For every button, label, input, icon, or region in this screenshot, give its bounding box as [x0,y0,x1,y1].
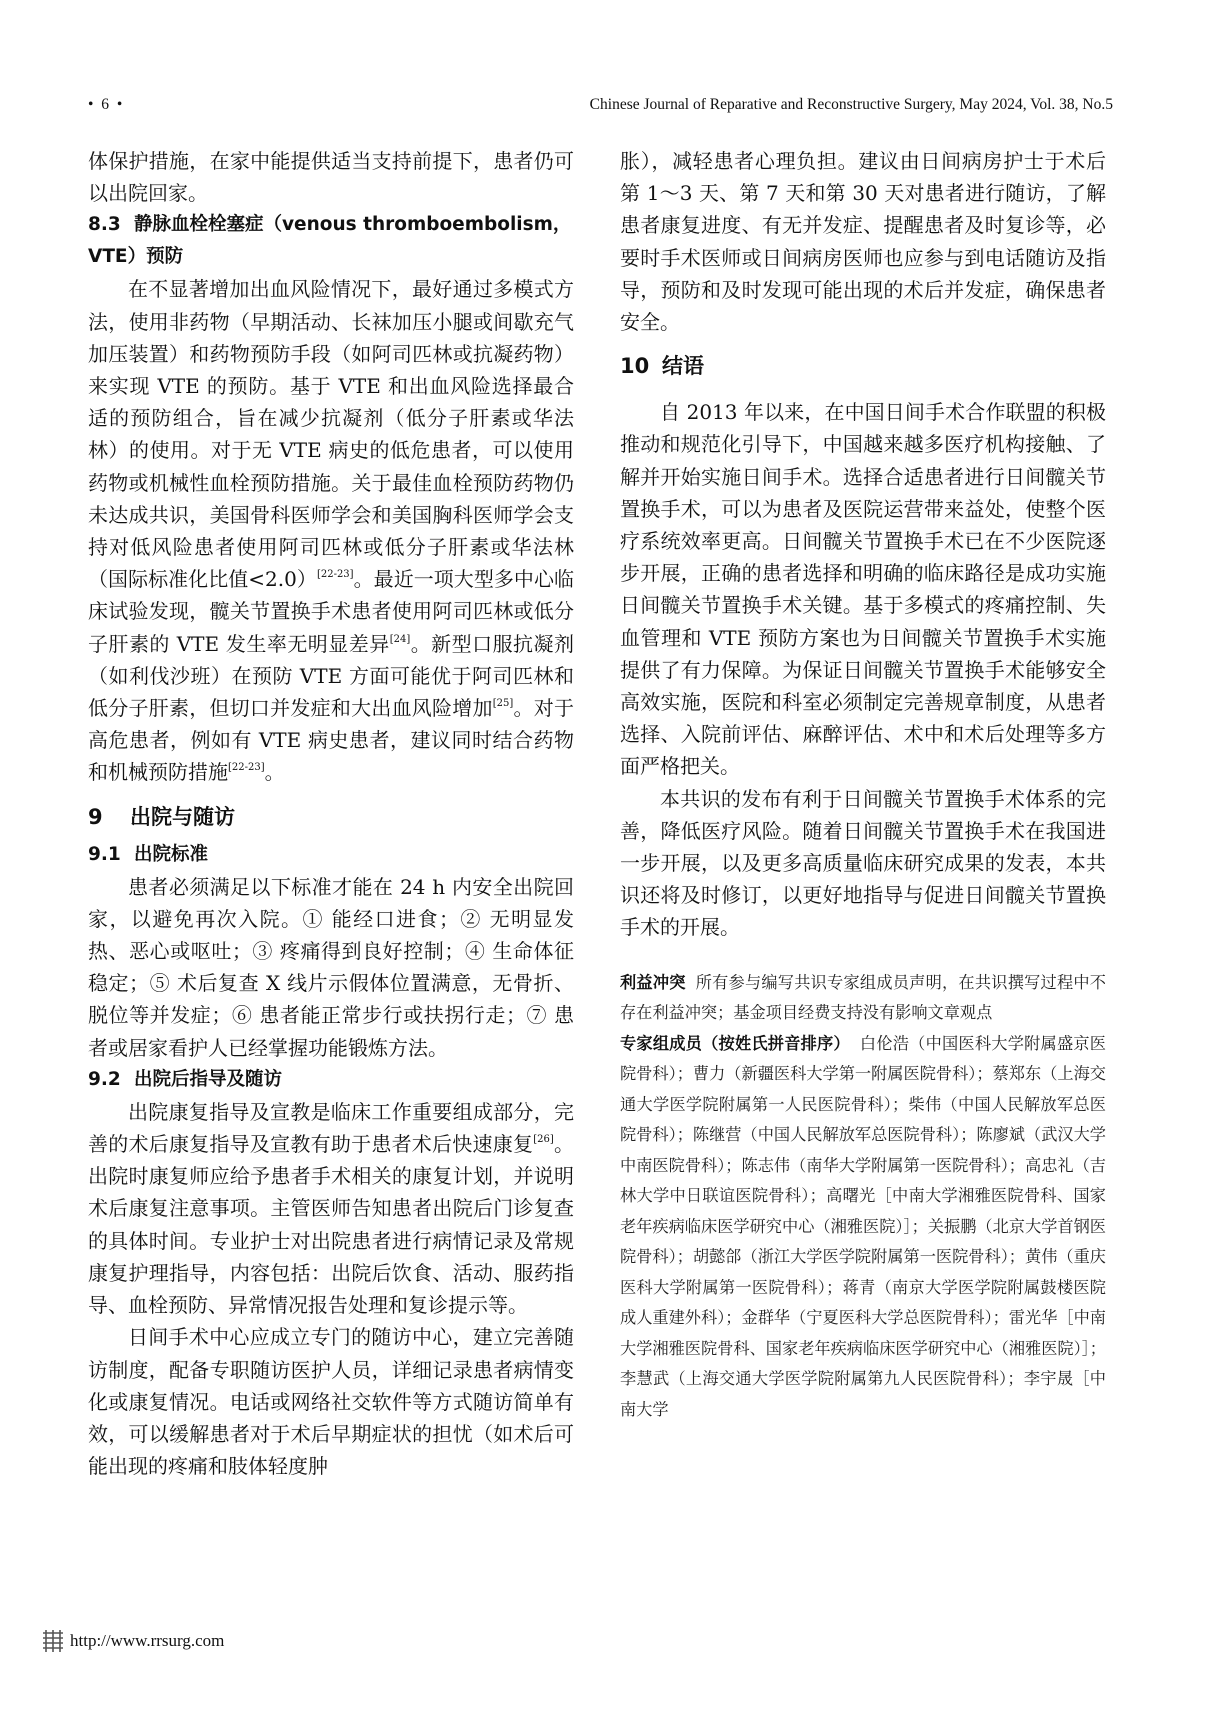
section-8-3-paragraph [88,273,574,788]
section-9-1-paragraph: 患者必须满足以下标准才能在 24 h 内安全出院回家，以避免再次入院。① 能经口进食；② 无明显发热、恶心或呕吐；③ 疼痛得到良好控制；④ 生命体征稳定；⑤ 术后复查 X 线片示假体位置满意，无骨折、脱位等并发症；⑥ 患者能正常步行或扶拐行走；⑦ 患者或居家看护人已经掌握功能锻炼方法。 [88,874,574,1060]
page-number: • 6 • [88,96,125,113]
section-9-2-paragraph-1 [88,1096,574,1321]
experts-label: 专家组成员（按姓氏拼音排序） [620,1033,850,1053]
section-number: 9 [88,804,103,829]
section-9-2-paragraph-2: 日间手术中心应成立专门的随访中心，建立完善随访制度，配备专职随访医护人员，详细记录患者病情变化或康复情况。电话或网络社交软件等方式随访简单有效，可以缓解患者对于术后早期症状的担忧（如术后可能出现的疼痛和肢体轻度肿 [88,1325,574,1479]
citation: [24] [389,633,411,645]
section-title: 出院与随访 [130,804,235,829]
journal-logo-icon [40,1628,66,1654]
citation: [22-23] [316,569,354,581]
expert-group [620,1029,1106,1426]
text-run: 。对于高危患者，例如有 VTE 病史患者，建议同时结合药物和机械预防措施 [88,696,575,785]
continued-paragraph: 胀），减轻患者心理负担。建议由日间病房护士于术后第 1～3 天、第 7 天和第 30 天对患者进行随访，了解患者康复进度、有无并发症、提醒患者及时复诊等，必要时手术医师或日间病房医师也应参与到电话随访及指导，预防和及时发现可能出现的术后并发症，确保患者安全。 [620,149,1106,335]
section-9-1-heading [88,839,574,871]
section-number: 9.2 [88,1068,121,1090]
text-run: 。出院时康复师应给予患者手术相关的康复计划，并说明术后康复注意事项。主管医师告知患者出院后门诊复查的具体时间。专业护士对出院患者进行病情记录及常规康复护理指导，内容包括：出院后饮食、活动、服药指导、血栓预防、异常情况报告处理和复诊提示等。 [88,1132,575,1318]
citation: [26] [533,1134,554,1146]
journal-citation: Chinese Journal of Reparative and Reconstructive Surgery, May 2024, Vol. 38, No.5 [589,96,1113,113]
intro-paragraph: 体保护措施，在家中能提供适当支持前提下，患者仍可以出院回家。 [88,149,574,206]
left-column [88,145,574,1482]
text-run: 。 [264,760,285,785]
section-title: 静脉血栓栓塞症（venous thromboembolism，VTE）预防 [88,214,572,268]
page-footer [40,1628,224,1654]
citation: [22-23] [228,762,265,774]
coi-label: 利益冲突 [620,972,686,992]
website-url[interactable]: http://www.rrsurg.com [70,1631,225,1650]
conflict-of-interest [620,968,1106,1029]
section-number: 8.3 [88,214,121,236]
section-10-paragraph-2: 本共识的发布有利于日间髋关节置换手术体系的完善，降低医疗风险。随着日间髋关节置换手术在我国进一步开展，以及更多高质量临床研究成果的发表，本共识还将及时修订，以更好地指导与促进日间髋关节置换手术的开展。 [620,786,1106,940]
right-column [620,145,1106,1425]
text-run: 出院康复指导及宣教是临床工作重要组成部分，完善的术后康复指导及宣教有助于患者术后快速康复 [88,1099,574,1157]
section-9-heading [88,801,574,833]
text-run: 在不显著增加出血风险情况下，最好通过多模式方法，使用非药物（早期活动、长袜加压小腿或间歇充气加压装置）和药物预防手段（如阿司匹林或抗凝药物）来实现 VTE 的预防。基于 VTE 和出血风险选择最合适的预防组合，旨在减少抗凝剂（低分子肝素或华法林）的使用。对于无 VTE 病史的低危患者，可以使用药物或机械性血栓预防措施。关于最佳血栓预防药物仍未达成共识，美国骨科医师学会和美国胸科医师学会支持对低风险患者使用阿司匹林或低分子肝素或华法林（国际标准化比值<2.0） [88,277,574,592]
section-9-2-heading [88,1064,574,1096]
citation: [25] [492,698,514,710]
text-run: 。新型口服抗凝剂（如利伐沙班）在预防 VTE 方面可能优于阿司匹林和低分子肝素，但切口并发症和大出血风险增加 [88,631,575,721]
coi-text: 所有参与编写共识专家组成员声明，在共识撰写过程中不存在利益冲突；基金项目经费支持没有影响文章观点 [620,972,1106,1023]
section-title: 出院后指导及随访 [134,1068,283,1090]
section-10-paragraph-1: 自 2013 年以来，在中国日间手术合作联盟的积极推动和规范化引导下，中国越来越多医疗机构接触、了解并开始实施日间手术。选择合适患者进行日间髋关节置换手术，可以为患者及医院运营带来益处，使整个医疗系统效率更高。日间髋关节置换手术已在不少医院逐步开展，正确的患者选择和明确的临床路径是成功实施日间髋关节置换手术关键。基于多模式的疼痛控制、失血管理和 VTE 预防方案也为日间髋关节置换手术实施提供了有力保障。为保证日间髋关节置换手术能够安全高效实施，医院和科室必须制定完善规章制度，从患者选择、入院前评估、麻醉评估、术中和术后处理等多方面严格把关。 [620,400,1106,779]
section-number: 9.1 [88,843,121,865]
experts-text: 白伦浩（中国医科大学附属盛京医院骨科）；曹力（新疆医科大学第一附属医院骨科）；蔡郑东（上海交通大学医学院附属第一人民医院骨科）；柴伟（中国人民解放军总医院骨科）；陈继营（中国人民解放军总医院骨科）；陈廖斌（武汉大学中南医院骨科）；陈志伟（南华大学附属第一医院骨科）；高忠礼（吉林大学中日联谊医院骨科）；高曙光［中南大学湘雅医院骨科、国家老年疾病临床医学研究中心（湘雅医院）］；关振鹏（北京大学首钢医院骨科）；胡懿郃（浙江大学医学院附属第一医院骨科）；黄伟（重庆医科大学附属第一医院骨科）；蒋青（南京大学医学院附属鼓楼医院成人重建外科）；金群华（宁夏医科大学总医院骨科）；雷光华［中南大学湘雅医院骨科、国家老年疾病临床医学研究中心（湘雅医院）］；李慧武（上海交通大学医学院附属第九人民医院骨科）；李宇晟［中南大学 [620,1033,1106,1419]
section-10-heading [620,350,1106,382]
section-number: 10 [620,354,650,379]
text-run: 。最近一项大型多中心临床试验发现，髋关节置换手术患者使用阿司匹林或低分子肝素的 VTE 发生率无明显差异 [88,567,574,656]
section-title: 出院标准 [134,843,209,865]
section-title: 结语 [662,354,704,379]
section-8-3-heading [88,209,574,273]
page-header [88,96,1113,120]
